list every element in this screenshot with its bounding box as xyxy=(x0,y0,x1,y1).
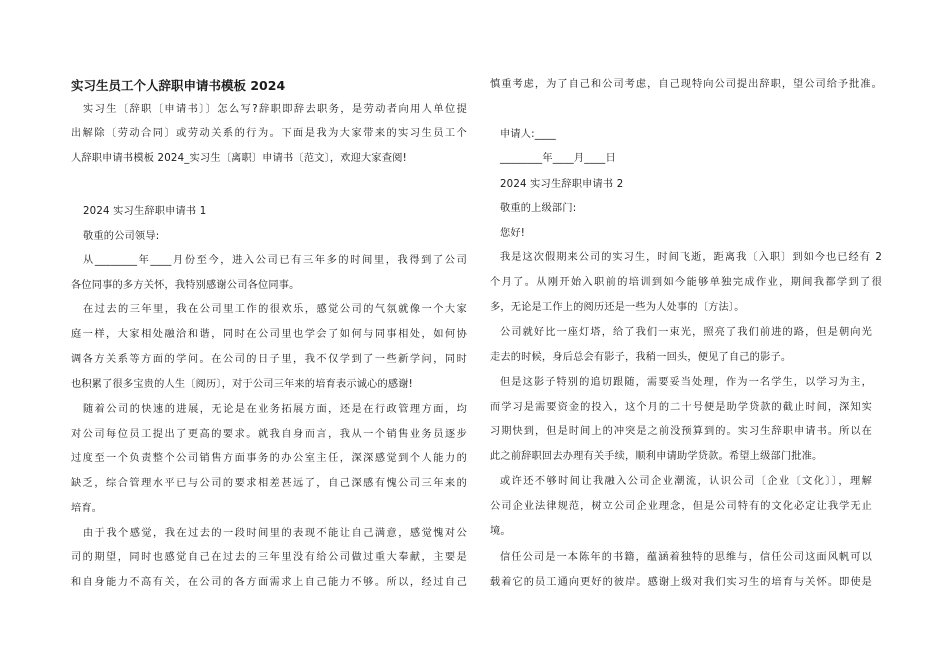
paragraph-line: 各位同事的多方关怀，我特别感谢公司各位同事。 xyxy=(71,280,300,291)
paragraph-line: 个月了。从刚开始入职前的培训到如今能够单独完成作业，期间我都学到了很 xyxy=(490,277,882,288)
paragraph-line: 公司企业法律规范，树立公司企业理念，但是公司特有的文化必定让我学无止 xyxy=(490,501,872,512)
date-line: ________年____月____日 xyxy=(500,153,616,164)
paragraph-line: 习期快到，但是时间上的冲突是之前没预算到的。实习生辞职申请书。所以在 xyxy=(490,426,872,437)
paragraph-line: 多，无论是工作上的阅历还是一些为人处事的〔方法〕。 xyxy=(490,302,745,313)
document-title: 实习生员工个人辞职申请书模板 2024 xyxy=(71,78,286,93)
paragraph-line: 走去的时候，身后总会有影子，我稍一回头，便见了自己的影子。 xyxy=(490,352,792,363)
paragraph-line: 慎重考虑，为了自己和公司考虑，自己现特向公司提出辞职，望公司给予批准。 xyxy=(490,79,882,90)
greeting: 您好! xyxy=(500,228,526,239)
applicant-line: 申请人:____ xyxy=(500,129,556,140)
paragraph-line: 而学习是需要资金的投入，这个月的二十号便是助学贷款的截止时间，深知实 xyxy=(490,402,872,413)
paragraph-line: 和自身能力不高有关，在公司的各方面需求上自己能力不够。所以，经过自己 xyxy=(71,577,467,588)
paragraph-line: 过度至一个负责整个公司销售方面事务的办公室主任，深深感觉到个人能力的 xyxy=(71,453,467,464)
paragraph-line: 载着它的员工通向更好的彼岸。感谢上级对我们实习生的培育与关怀。即使是 xyxy=(490,577,872,588)
section-heading: 2024 实习生辞职申请书 2 xyxy=(500,179,624,190)
salutation: 敬重的上级部门: xyxy=(500,203,577,214)
paragraph-line: 从________年____月份至今，进入公司已有三年多的时间里，我得到了公司 xyxy=(83,255,467,266)
paragraph-line: 或许还不够时间让我融入公司企业潮流，认识公司〔企业〔文化〕〕，理解 xyxy=(500,476,872,487)
paragraph-line: 我是这次假期来公司的实习生，时间飞逝，距离我〔入职〕到如今也已经有 2 xyxy=(500,252,882,263)
paragraph-line: 境。 xyxy=(490,526,511,537)
paragraph-line: 实习生〔辞职〔申请书〕〕怎么写?辞职即辞去职务，是劳动者向用人单位提 xyxy=(83,104,467,115)
paragraph-line: 由于我个感觉，我在过去的一段时间里的表现不能让自己满意，感觉愧对公 xyxy=(83,528,467,539)
paragraph-line: 随着公司的快速的进展，无论是在业务拓展方面，还是在行政管理方面，均 xyxy=(83,404,467,415)
paragraph-line: 但是这影子特别的追切跟随，需要妥当处理，作为一名学生，以学习为主， xyxy=(500,377,872,388)
paragraph-line: 出解除〔劳动合同〕或劳动关系的行为。下面是我为大家带来的实习生员工个 xyxy=(71,128,467,139)
section-heading: 2024 实习生辞职申请书 1 xyxy=(83,206,207,217)
salutation: 敬重的公司领导: xyxy=(83,231,160,242)
paragraph-line: 也积累了很多宝贵的人生〔阅历〕，对于公司三年来的培育表示诚心的感谢! xyxy=(71,379,413,390)
paragraph-line: 庭一样，大家相处融洽和谐，同时在公司里也学会了如何与同事相处，如何协 xyxy=(71,329,467,340)
paragraph-line: 公司就好比一座灯塔，给了我们一束光，照亮了我们前进的路，但是朝向光 xyxy=(500,327,872,338)
paragraph-line: 此之前辞职回去办理有关手续，顺利申请助学贷款。希望上级部门批准。 xyxy=(490,451,823,462)
paragraph-line: 在过去的三年里，我在公司里工作的很欢乐，感觉公司的气氛就像一个大家 xyxy=(83,304,467,315)
paragraph-line: 培育。 xyxy=(71,503,103,514)
paragraph-line: 司的期望，同时也感觉自己在过去的三年里没有给公司做过重大奉献，主要是 xyxy=(71,552,467,563)
paragraph-line: 人辞职申请书模板 2024_实习生〔离职〕申请书〔范文〕，欢迎大家查阅! xyxy=(71,153,407,164)
paragraph-line: 缺乏，综合管理水平已与公司的要求相差甚远了，自己深感有愧公司三年来的 xyxy=(71,478,467,489)
paragraph-line: 调各方关系等方面的学问。在公司的日子里，我不仅学到了一些新学问，同时 xyxy=(71,354,467,365)
paragraph-line: 信任公司是一本陈年的书籍，蕴涵着独特的思维与，信任公司这面风帆可以 xyxy=(500,552,872,563)
paragraph-line: 对公司每位员工提出了更高的要求。就我自身而言，我从一个销售业务员逐步 xyxy=(71,429,467,440)
